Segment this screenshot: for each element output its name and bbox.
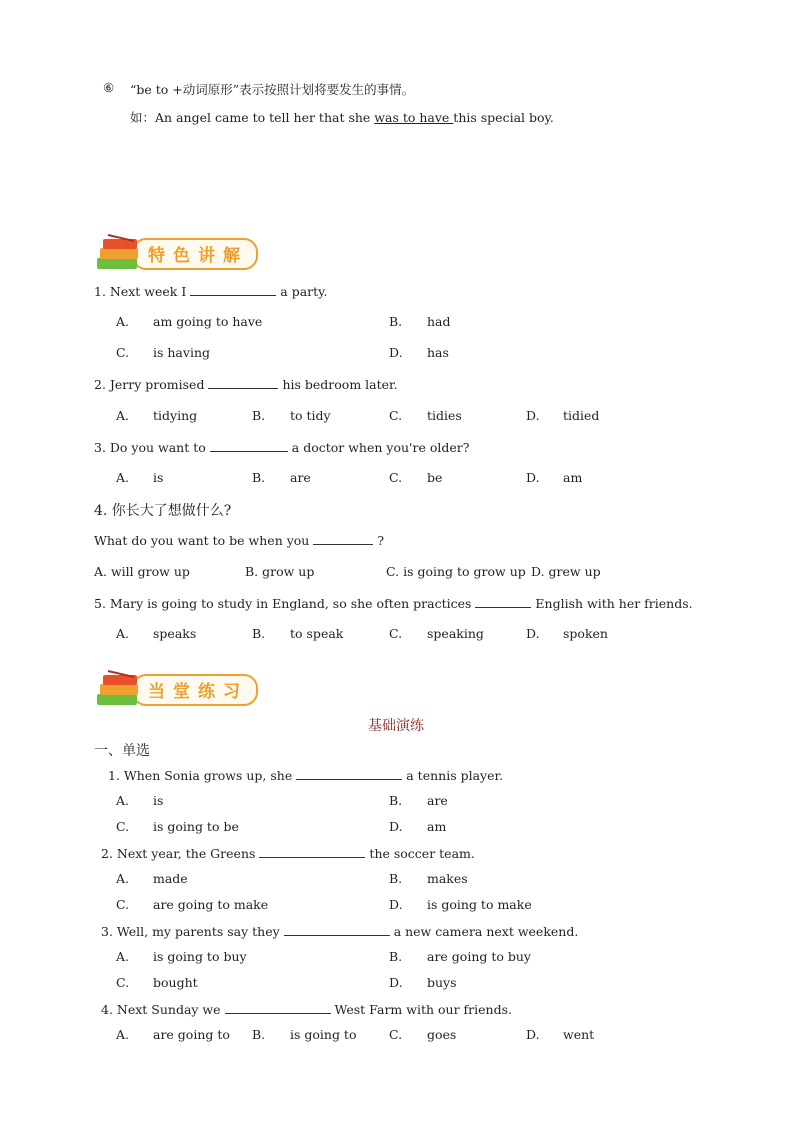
option-text: is going to be xyxy=(153,819,239,834)
question-stem-end: ? xyxy=(377,533,385,548)
option-b: B. grow up xyxy=(245,564,315,579)
option-text: made xyxy=(153,871,188,886)
option-text: buys xyxy=(427,975,457,990)
option-label: B. xyxy=(252,408,266,423)
part-heading: 一、单选 xyxy=(94,743,150,759)
option-label: B. xyxy=(252,1027,266,1042)
option-a: A. will grow up xyxy=(94,564,190,579)
option-label: A. xyxy=(116,408,130,423)
example-underlined: was to have xyxy=(374,110,454,125)
answer-blank xyxy=(296,767,402,780)
answer-blank xyxy=(190,283,276,296)
option-label: C. xyxy=(116,897,130,912)
option-text: speaks xyxy=(153,626,197,641)
option-text: are xyxy=(290,470,311,485)
option-label: A. xyxy=(116,1027,130,1042)
option-text: is going to buy xyxy=(153,949,247,964)
option-text: are going to buy xyxy=(427,949,531,964)
answer-blank xyxy=(225,1001,331,1014)
option-label: A. xyxy=(116,470,130,485)
option-text: are xyxy=(427,793,448,808)
question-stem-end: a new camera next weekend. xyxy=(393,924,579,939)
option-text: is xyxy=(153,470,164,485)
option-label: D. xyxy=(389,975,403,990)
option-text: are going to make xyxy=(153,897,269,912)
option-text: am xyxy=(427,819,447,834)
question-1 xyxy=(94,283,328,299)
option-label: B. xyxy=(252,470,266,485)
option-text: goes xyxy=(427,1027,457,1042)
option-label: A. xyxy=(116,949,130,964)
rule-marker: ⑥ xyxy=(103,80,115,95)
option-c: C. is going to grow up xyxy=(386,564,526,579)
option-label: C. xyxy=(389,626,403,641)
option-label: D. xyxy=(526,626,540,641)
option-text: went xyxy=(563,1027,595,1042)
books-icon xyxy=(94,668,142,712)
rule-text: “be to +动词原形”表示按照计划将要发生的事情。 xyxy=(130,82,415,97)
question-stem-end: the soccer team. xyxy=(369,846,475,861)
question-stem: 4. Next Sunday we xyxy=(101,1002,221,1017)
option-label: B. xyxy=(389,793,403,808)
banner-title: 当堂练习 xyxy=(148,682,248,702)
practice-question-3 xyxy=(101,923,578,939)
question-3 xyxy=(94,439,469,455)
question-stem-end: a doctor when you're older? xyxy=(291,440,470,455)
question-4 xyxy=(94,532,384,548)
option-label: C. xyxy=(389,408,403,423)
rule-example xyxy=(130,108,554,126)
option-text: tidies xyxy=(427,408,462,423)
option-label: D. xyxy=(526,1027,540,1042)
answer-blank xyxy=(210,439,288,452)
books-icon xyxy=(94,232,142,276)
practice-question-4 xyxy=(101,1001,512,1017)
option-text: is going to xyxy=(290,1027,357,1042)
option-label: A. xyxy=(116,871,130,886)
option-label: A. xyxy=(116,793,130,808)
option-text: tidied xyxy=(563,408,600,423)
practice-question-1 xyxy=(108,767,503,783)
option-text: speaking xyxy=(427,626,484,641)
option-text: to tidy xyxy=(290,408,331,423)
section-banner-practice xyxy=(94,668,258,712)
question-stem: 5. Mary is going to study in England, so she often practices xyxy=(94,596,472,611)
option-text: tidying xyxy=(153,408,198,423)
answer-blank xyxy=(259,845,365,858)
option-label: D. xyxy=(389,345,403,360)
example-before: An angel came to tell her that she xyxy=(155,110,375,125)
question-stem-end: West Farm with our friends. xyxy=(334,1002,512,1017)
question-stem-end: a tennis player. xyxy=(406,768,504,783)
banner-title: 特色讲解 xyxy=(148,246,248,266)
answer-blank xyxy=(313,532,373,545)
option-text: had xyxy=(427,314,451,329)
question-5 xyxy=(94,595,693,611)
example-prefix: 如： xyxy=(130,110,156,125)
option-label: A. xyxy=(116,314,130,329)
question-stem-end: English with her friends. xyxy=(535,596,693,611)
question-stem: What do you want to be when you xyxy=(94,533,310,548)
option-text: are going to xyxy=(153,1027,230,1042)
option-text: has xyxy=(427,345,449,360)
practice-question-2 xyxy=(101,845,475,861)
section-banner-features xyxy=(94,232,258,276)
question-stem: 2. Jerry promised xyxy=(94,377,205,392)
option-d: D. grew up xyxy=(531,564,601,579)
option-label: C. xyxy=(389,470,403,485)
option-label: D. xyxy=(526,408,540,423)
question-stem: 3. Well, my parents say they xyxy=(101,924,280,939)
option-label: B. xyxy=(252,626,266,641)
question-stem: 2. Next year, the Greens xyxy=(101,846,256,861)
option-label: C. xyxy=(116,345,130,360)
option-label: C. xyxy=(116,975,130,990)
option-label: C. xyxy=(116,819,130,834)
subtitle: 基础演练 xyxy=(368,718,424,734)
question-2 xyxy=(94,376,398,392)
option-label: D. xyxy=(389,819,403,834)
option-text: is going to make xyxy=(427,897,532,912)
question-stem-end: a party. xyxy=(280,284,328,299)
answer-blank xyxy=(284,923,390,936)
answer-blank xyxy=(208,376,278,389)
option-text: am xyxy=(563,470,583,485)
option-label: C. xyxy=(389,1027,403,1042)
option-label: B. xyxy=(389,871,403,886)
option-text: bought xyxy=(153,975,198,990)
option-label: B. xyxy=(389,314,403,329)
question-4-chinese: 4. 你长大了想做什么? xyxy=(94,503,232,519)
option-text: am going to have xyxy=(153,314,263,329)
option-label: A. xyxy=(116,626,130,641)
option-text: to speak xyxy=(290,626,344,641)
option-text: spoken xyxy=(563,626,608,641)
option-label: D. xyxy=(389,897,403,912)
question-stem: 3. Do you want to xyxy=(94,440,206,455)
option-text: makes xyxy=(427,871,468,886)
option-text: is having xyxy=(153,345,211,360)
option-text: is xyxy=(153,793,164,808)
question-stem: 1. Next week I xyxy=(94,284,187,299)
option-label: B. xyxy=(389,949,403,964)
question-stem-end: his bedroom later. xyxy=(282,377,398,392)
example-after: this special boy. xyxy=(453,110,554,125)
option-label: D. xyxy=(526,470,540,485)
question-stem: 1. When Sonia grows up, she xyxy=(108,768,293,783)
option-text: be xyxy=(427,470,443,485)
answer-blank xyxy=(475,595,531,608)
